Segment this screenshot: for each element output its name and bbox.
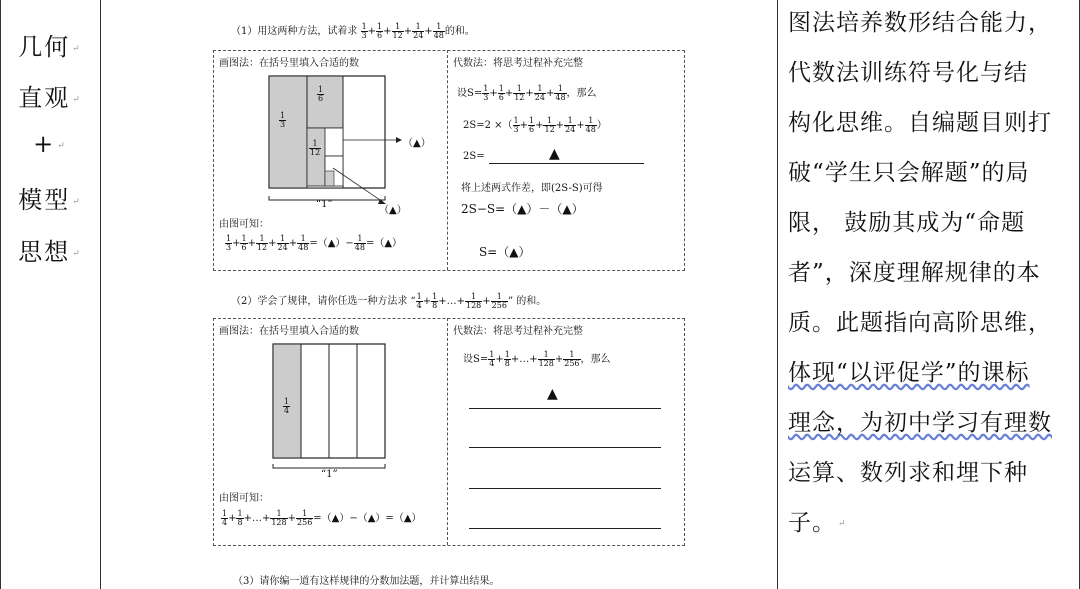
q1-one-label: “1” [316,199,333,210]
commentary-cell [778,0,1078,589]
q2-alg-set-s: 设S= $\frac{1}{4}$ + $\frac{1}{8}$ +…+ $\frac{1}{128}$ + $\frac{1}{256}$ ，那么 [463,350,611,368]
q2-answer-line-1 [469,408,661,409]
q2-know: 由图可知： [219,493,269,504]
left-item: 几何 ↵ [18,33,82,61]
commentary-line: 代数法训练符号化与结 [788,60,1028,86]
q1-label-sixth: $\frac{1}{6}$ [318,85,324,103]
commentary-line: 破“学生只会解题”的局 [788,160,1030,186]
q2-answer-line-2 [469,447,661,448]
q2-graph-equation: $\frac{1}{4}$ + $\frac{1}{8}$ +…+ $\frac{1}{128}$ + $\frac{1}{256}$ =（▲）−（▲）=（▲） [222,509,422,527]
q1-arrow-label-2: （▲） [379,205,407,216]
q2-alg-title: 代数法：将思考过程补充完整 [453,326,583,337]
q2-divider [447,318,448,545]
q2-answer-line-3 [469,488,661,489]
q1-graph-title: 画图法：在括号里填入合适的数 [219,58,359,69]
commentary-line: 理念，为初中学习有理数 [788,410,1052,436]
q2-one-label: “1” [321,469,338,480]
commentary-line: 体现“以评促学”的课标 [788,360,1030,386]
commentary-line: 图法培养数形结合能力， [788,10,1052,36]
q1-diff-eq: 2S−S=（▲）－（▲） [461,202,584,216]
worksheet [101,0,777,589]
q1-label-twelfth: $\frac{1}{12}$ [310,139,321,157]
q1-alg-title: 代数法：将思考过程补充完整 [453,58,583,69]
commentary-line: 运算、数列求和埋下种 [788,460,1028,486]
q1-know: 由图可知： [219,219,269,230]
commentary-line: 者”，深度理解规律的本 [788,260,1041,286]
left-item: 模型 ↵ [18,186,82,214]
q1-answer-line [489,163,644,164]
left-item: 直观 ↵ [18,84,82,112]
q1-s-eq: S=（▲） [479,245,531,259]
q1-graph-equation: $\frac{1}{3}$ + $\frac{1}{6}$ + $\frac{1}{12}$ + $\frac{1}{24}$ + $\frac{1}{48}$ =（▲）− $\frac{1}{48}$ =（▲） [226,234,403,252]
q1-triangle: ▲ [549,146,560,162]
q1-alg-2s-eq: 2S= [463,151,485,162]
q1-diff-text: 将上述两式作差，即(2S-S)可得 [461,183,603,194]
q2-prompt: （2）学会了规律，请你任选一种方法求 “ $\frac{1}{4}$ + $\frac{1}{8}$ +…+ $\frac{1}{128}$ + $\frac{1}{256}$ ” 的和。 [231,292,547,310]
left-item: 思想 ↵ [18,238,82,266]
q2-answer-line-4 [469,528,661,529]
commentary-line: 限， 鼓励其成为“命题 [788,210,1026,236]
left-cell [0,0,100,589]
commentary-line: 质。此题指向高阶思维， [788,310,1052,336]
commentary-line: 子。 ↵ [788,510,847,536]
q2-graph-title: 画图法：在括号里填入合适的数 [219,326,359,337]
commentary-line: 构化思维。自编题目则打 [788,110,1052,136]
q1-prompt: （1）用这两种方法，试着求 $\frac{1}{3}$ + $\frac{1}{6}$ + $\frac{1}{12}$ + $\frac{1}{24}$ + $\frac{1}{48}$ 的和。 [231,22,475,40]
q1-label-third: $\frac{1}{3}$ [280,111,286,129]
q2-label-quarter: $\frac{1}{4}$ [284,397,290,415]
q1-divider [447,50,448,270]
q2-triangle: ▲ [547,386,558,402]
q1-alg-2s: 2S=2 ×（ $\frac{1}{3}$ + $\frac{1}{6}$ + $\frac{1}{12}$ + $\frac{1}{24}$ + $\frac{1}{48}$ ） [463,116,607,134]
left-item: + ↵ [33,130,67,158]
q3-prompt: （3）请你编一道有这样规律的分数加法题，并计算出结果。 [233,576,500,587]
q1-arrow-label-1: （▲） [403,138,431,149]
q1-alg-set-s: 设S= $\frac{1}{3}$ + $\frac{1}{6}$ + $\frac{1}{12}$ + $\frac{1}{24}$ + $\frac{1}{48}$ ，那么 [457,84,597,102]
